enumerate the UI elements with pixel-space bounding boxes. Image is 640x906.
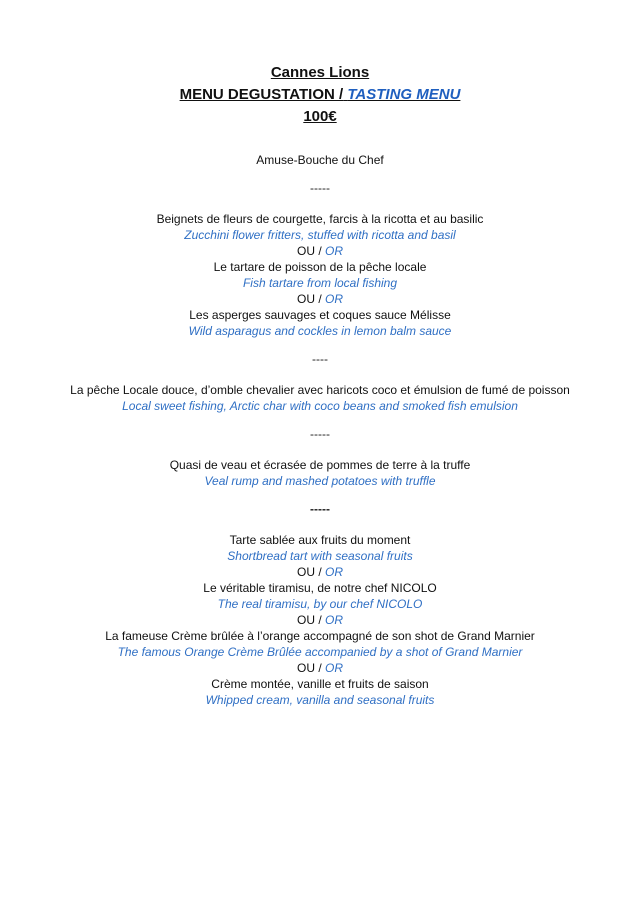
or-divider: [0, 564, 640, 580]
or-divider: [0, 660, 640, 676]
event-title: Cannes Lions: [270, 64, 370, 81]
amuse-bouche: Amuse-Bouche du Chef: [256, 153, 384, 167]
or-fr: OU /: [296, 244, 322, 258]
dish-en: Fish tartare from local fishing: [242, 276, 398, 290]
dish-fr: Le tartare de poisson de la pêche locale: [213, 260, 427, 274]
menu-body: [0, 152, 640, 708]
dish-fr: Crème montée, vanille et fruits de saison: [211, 677, 429, 691]
meat-section: [0, 457, 640, 489]
or-fr: OU /: [296, 292, 322, 306]
menu-header: [0, 62, 640, 128]
or-en: OR: [325, 613, 343, 627]
desserts-section: [0, 532, 640, 708]
dish-en: The real tiramisu, by our chef NICOLO: [217, 597, 423, 611]
or-fr: OU /: [296, 661, 322, 675]
dish-en: Wild asparagus and cockles in lemon balm sauce: [188, 324, 452, 338]
or-en: OR: [325, 661, 343, 675]
dish-en: Shortbread tart with seasonal fruits: [227, 549, 413, 563]
dish-fr: Le véritable tiramisu, de notre chef NICOLO: [203, 581, 437, 595]
starters-section: [0, 211, 640, 339]
menu-title-en: TASTING MENU: [347, 86, 461, 103]
dish-en: Whipped cream, vanilla and seasonal fruits: [205, 693, 435, 707]
or-fr: OU /: [296, 613, 322, 627]
menu-title-fr: MENU DEGUSTATION /: [179, 86, 344, 103]
separator: -----: [310, 181, 330, 195]
dish-fr: Quasi de veau et écrasée de pommes de terre à la truffe: [169, 458, 471, 472]
menu-price: 100€: [303, 108, 337, 125]
or-divider: [0, 291, 640, 307]
dish-fr: Beignets de fleurs de courgette, farcis à la ricotta et au basilic: [156, 212, 484, 226]
or-en: OR: [325, 565, 343, 579]
dish-fr: Les asperges sauvages et coques sauce Mélisse: [189, 308, 451, 322]
or-divider: [0, 243, 640, 259]
dish-en: Veal rump and mashed potatoes with truffle: [204, 474, 436, 488]
separator: -----: [310, 427, 330, 441]
dish-fr: La pêche Locale douce, d’omble chevalier avec haricots coco et émulsion de fumé de poisson: [70, 383, 570, 397]
fish-section: [0, 382, 640, 414]
dish-en: Local sweet fishing, Arctic char with coco beans and smoked fish emulsion: [122, 399, 518, 413]
or-fr: OU /: [296, 565, 322, 579]
dish-en: The famous Orange Crème Brûlée accompanied by a shot of Grand Marnier: [117, 645, 523, 659]
menu-title: [0, 84, 640, 106]
or-en: OR: [325, 244, 343, 258]
or-en: OR: [325, 292, 343, 306]
dish-fr: La fameuse Crème brûlée à l’orange accompagné de son shot de Grand Marnier: [105, 629, 535, 643]
dish-fr: Tarte sablée aux fruits du moment: [229, 533, 411, 547]
separator: ----: [312, 352, 328, 366]
or-divider: [0, 612, 640, 628]
separator: -----: [310, 502, 330, 516]
dish-en: Zucchini flower fritters, stuffed with ricotta and basil: [184, 228, 456, 242]
